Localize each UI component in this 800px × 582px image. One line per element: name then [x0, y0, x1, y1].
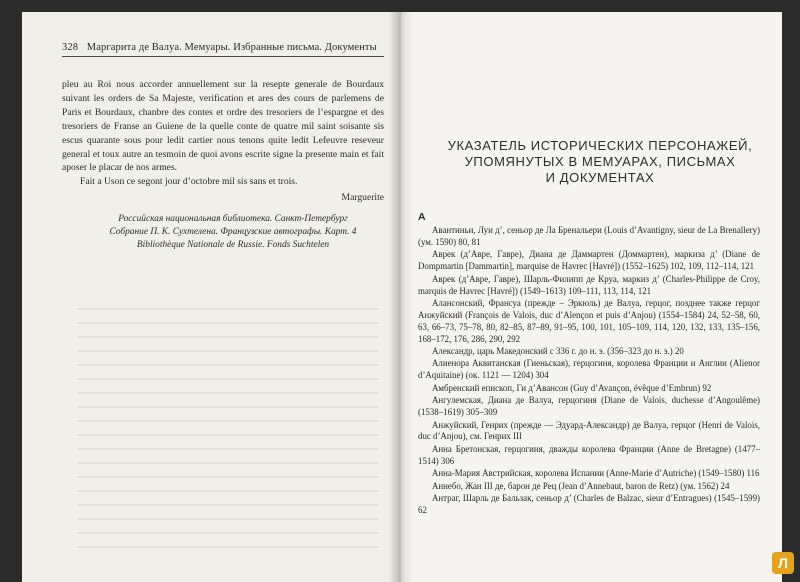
- running-head: [62, 42, 384, 57]
- show-through-text: [78, 308, 378, 548]
- source-line: Bibliothèque Nationale de Russie. Fonds Suchtelen: [136, 239, 330, 250]
- source-line: Российская национальная библиотека. Санкт-Петербург: [118, 214, 348, 225]
- letter-paragraph: pleu au Roi nous accorder annuellement sur la resepte generale de Bourdaux suivant les orders de Sa Majeste, verification et ares des cours de parlemens de Paris et Bourdaux, chanbre des contes et ordre des tresoriers de l’espargne et des tresoriers de Franse an Guiene de la quelle conte de quatre mil saint soisante sis escus quarante sous pour ledit cartier nous tenons quite ledit Lefeuvre reseveur general et toux autre an tesmoin de quoi avons escrite signe la presente main et fait aposer le placar de nos armes.: [62, 79, 384, 174]
- right-page: [400, 12, 782, 582]
- letter-text: [62, 78, 384, 252]
- index-entry: Авантиньи, Луи д’, сеньор де Ла Бренальери (Louis d’Avantigny, sieur de La Brenallery) (ум. 1590) 80, 81: [418, 225, 760, 247]
- letter-closing: Fait a Uson ce segont jour d’octobre mil sis sans et trois.: [80, 176, 298, 188]
- index-entry: Алансонский, Франсуа (прежде – Эркюль) де Валуа, герцог, позднее также герцог Анжуйский (François de Valois, duc d’Alençon et puis d’Anjou) (1554–1584) 24, 52–58, 60, 63, 66–73, 75–78, 80, 82–85, 87–89, 91–95, 100, 101, 105–109, 114, 120, 132, 133, 135–156, 168–172, 176, 286, 290, 292: [418, 297, 760, 344]
- index-entry: Анжуйский, Генрих (прежде — Эдуард-Александр) де Валуа, герцог (Henri de Valois, duc d’Anjou), см. Генрих III: [418, 419, 760, 442]
- watermark-badge: Л: [772, 552, 794, 574]
- index-entries: [418, 225, 760, 517]
- index-entry: Амбренский епископ, Ги д’Авансон (Guy d’Avançon, évêque d’Embrun) 92: [432, 382, 712, 393]
- index-title: [440, 138, 760, 186]
- book-spread: [22, 12, 782, 582]
- index-entry: Алиенора Аквитанская (Гиеньская), герцогиня, королева Франции и Англии (Alienor d’Aquitaine) (ок. 1121 — 1204) 304: [418, 358, 760, 381]
- index-entry: Аврек (д’Авре, Гавре), Диана де Даммартен (Доммартен), маркиза д’ (Diane de Dompmartin [Dammartin], marquise de Havrec [Havré]) (1552–1625) 102, 109, 112–114, 121: [418, 249, 760, 272]
- index-entry: Анна Бретонская, герцогиня, дважды королева Франции (Anne de Bretagne) (1477–1514) 306: [418, 443, 760, 466]
- signature: Marguerite: [341, 192, 384, 204]
- left-page: [22, 12, 400, 582]
- index-entry: Антраг, Шарль де Бальзак, сеньор д’ (Charles de Balzac, sieur d’Entragues) (1545–1599) 62: [418, 492, 760, 515]
- index-entry: Ангулемская, Диана де Валуа, герцогиня (Diane de Valois, duchesse d’Angoulême) (1538–1619) 305–309: [418, 395, 760, 418]
- running-head-text: Маргарита де Валуа. Мемуары. Избранные письма. Документы: [86, 42, 377, 53]
- index-entry: Александр, царь Македонский с 336 г. до н. э. (356–323 до н. э.) 20: [432, 346, 684, 357]
- title-line: И ДОКУМЕНТАХ: [545, 170, 655, 185]
- source-line: Собрание П. К. Сухтелена. Французские автографы. Карт. 4: [109, 226, 357, 237]
- archival-source: [62, 213, 384, 251]
- title-line: УПОМЯНУТЫХ В МЕМУАРАХ, ПИСЬМАХ: [464, 154, 736, 169]
- section-letter: А: [418, 211, 426, 223]
- title-line: УКАЗАТЕЛЬ ИСТОРИЧЕСКИХ ПЕРСОНАЖЕЙ,: [447, 138, 753, 153]
- index-entry: Анна-Мария Австрийская, королева Испании (Anne-Marie d’Autriche) (1549–1580) 116: [432, 468, 760, 479]
- page-number: 328: [62, 42, 79, 53]
- index-entry: Аврек (д’Авре, Гавре), Шарль-Филипп де Круа, маркиз д’ (Charles-Philippe de Croy, marquis de Havrec [Havré]) (1549–1613) 109–111, 113, 114, 121: [418, 273, 760, 296]
- index-entry: Аннебо, Жан III де, барон де Рец (Jean d’Annebaut, baron de Retz) (ум. 1562) 24: [432, 480, 730, 491]
